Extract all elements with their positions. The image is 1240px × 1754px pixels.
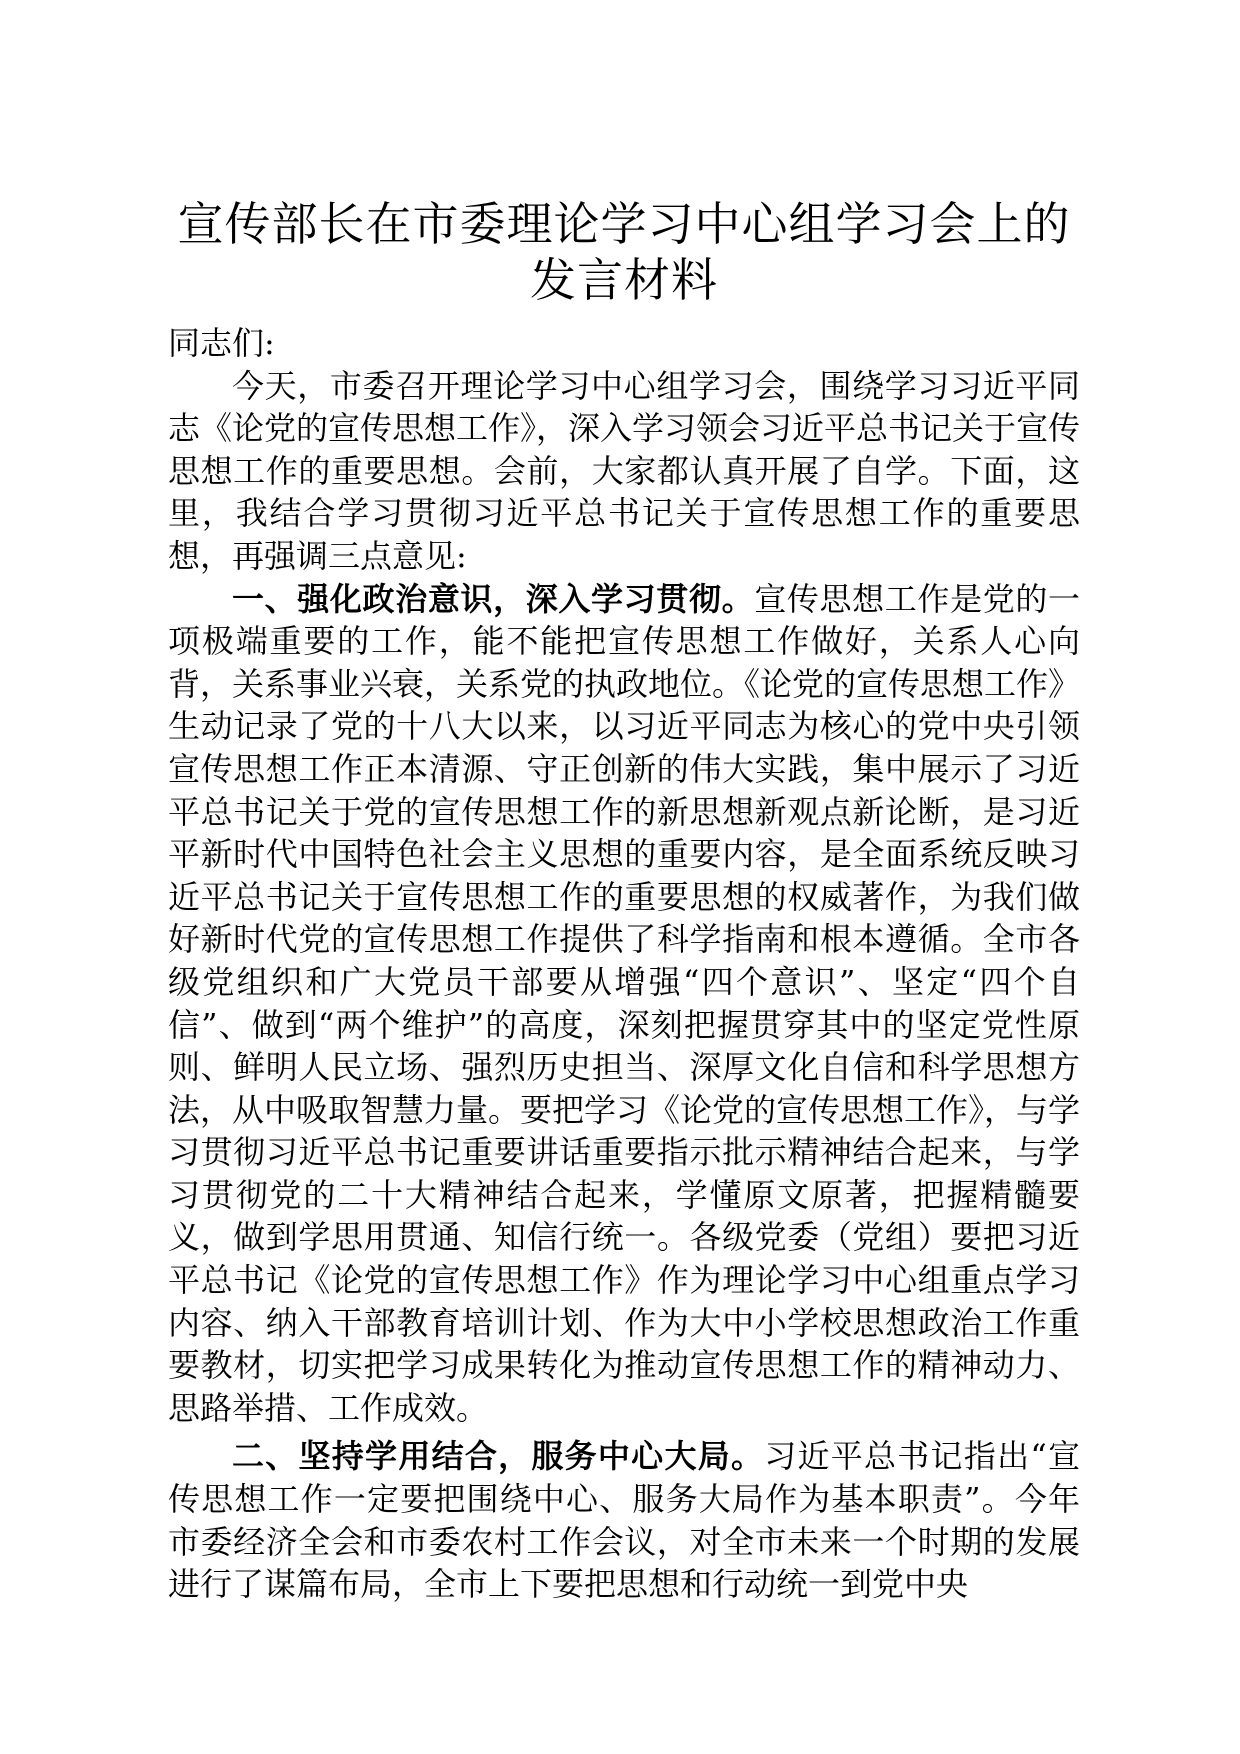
document-title: 宣传部长在市委理论学习中心组学习会上的发言材料 <box>177 197 1071 307</box>
section-body: 习近平总书记指出“宣传思想工作一定要把围绕中心、服务大局作为基本职责”。今年市委经济全会和市委农村工作会议，对全市未来一个时期的发展进行了谋篇布局，全市上下要把思想和行动统一到党中央 <box>168 1437 1080 1604</box>
section-paragraph <box>168 578 1080 1430</box>
section-heading: 二、坚持学用结合，服务中心大局。 <box>232 1437 765 1476</box>
section-paragraph <box>168 1435 1080 1605</box>
section-body: 宣传思想工作是党的一项极端重要的工作，能不能把宣传思想工作做好，关系人心向背，关系事业兴衰，关系党的执政地位。《论党的宣传思想工作》生动记录了党的十八大以来，以习近平同志为核心的党中央引领宣传思想工作正本清源、守正创新的伟大实践，集中展示了习近平总书记关于党的宣传思想工作的新思想新观点新论断，是习近平新时代中国特色社会主义思想的重要内容，是全面系统反映习近平总书记关于宣传思想工作的重要思想的权威著作，为我们做好新时代党的宣传思想工作提供了科学指南和根本遵循。全市各级党组织和广大党员干部要从增强“四个意识”、坚定“四个自信”、做到“两个维护”的高度，深刻把握贯穿其中的坚定党性原则、鲜明人民立场、强烈历史担当、深厚文化自信和科学思想方法，从中吸取智慧力量。要把学习《论党的宣传思想工作》，与学习贯彻习近平总书记重要讲话重要指示批示精神结合起来，与学习贯彻党的二十大精神结合起来，学懂原文原著，把握精髓要义，做到学思用贯通、知信行统一。各级党委（党组）要把习近平总书记《论党的宣传思想工作》作为理论学习中心组重点学习内容、纳入干部教育培训计划、作为大中小学校思想政治工作重要教材，切实把学习成果转化为推动宣传思想工作的精神动力、思路举措、工作成效。 <box>168 579 1081 1427</box>
section-heading: 一、强化政治意识，深入学习贯彻。 <box>232 579 755 618</box>
document-body <box>168 196 1080 1606</box>
intro-paragraph: 今天，市委召开理论学习中心组学习会，围绕学习习近平同志《论党的宣传思想工作》，深入学习领会习近平总书记关于宣传思想工作的重要思想。会前，大家都认真开展了自学。下面，这里，我结合学习贯彻习近平总书记关于宣传思想工作的重要思想，再强调三点意见: <box>168 366 1081 575</box>
salutation: 同志们: <box>168 324 275 362</box>
